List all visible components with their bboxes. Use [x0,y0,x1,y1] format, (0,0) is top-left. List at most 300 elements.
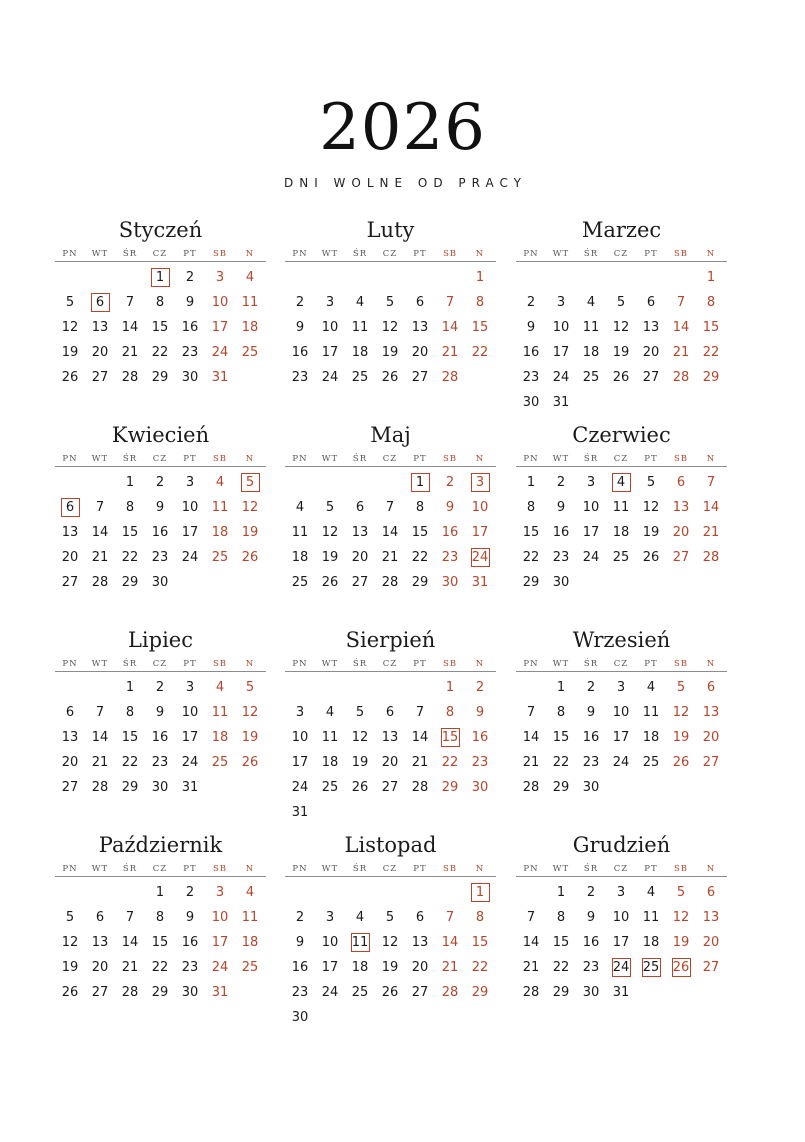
day: 17 [471,525,489,540]
day: 1 [125,680,135,695]
day: 18 [612,525,630,540]
day: 16 [291,345,309,360]
day: 30 [522,395,540,410]
day: 20 [61,550,79,565]
day: 6 [706,885,716,900]
day: 21 [381,550,399,565]
day: 29 [441,780,459,795]
day: 4 [245,885,255,900]
header-rule [55,466,266,467]
day: 9 [185,910,195,925]
day: 6 [646,295,656,310]
day: 15 [151,320,169,335]
day: 9 [526,320,536,335]
month-6 [55,624,266,800]
day: 22 [552,960,570,975]
days-grid [516,880,727,1005]
day: 18 [351,345,369,360]
weekday-label: N [475,249,485,259]
day: 20 [702,730,720,745]
weekday-label: PT [644,249,658,259]
day: 20 [91,960,109,975]
month-7 [285,624,496,825]
day: 5 [385,910,395,925]
day: 5 [65,295,75,310]
day: 7 [445,295,455,310]
weekday-header [55,658,266,670]
weekday-label: WT [91,249,109,259]
day: 25 [291,575,309,590]
weekday-label: WT [552,249,570,259]
weekday-label: SB [442,249,458,259]
day: 13 [672,500,690,515]
days-grid [55,675,266,800]
empty-cell [285,470,315,495]
weekday-label: PT [644,864,658,874]
day: 11 [211,500,229,515]
header-rule [516,466,727,467]
weekday-label: CZ [382,249,398,259]
holiday-day: 6 [85,290,115,315]
weekday-label: ŚR [122,454,138,464]
weekday-label: PN [62,864,78,874]
empty-cell [405,880,435,905]
day: 14 [522,935,540,950]
weekday-label: N [245,659,255,669]
header-rule [516,876,727,877]
day: 21 [522,960,540,975]
weekday-label: PT [183,454,197,464]
day: 12 [241,500,259,515]
day: 12 [61,935,79,950]
day: 8 [155,910,165,925]
day: 25 [241,960,259,975]
day: 12 [61,320,79,335]
day: 27 [702,960,720,975]
day: 1 [706,270,716,285]
day: 24 [181,755,199,770]
weekday-label: PN [292,659,308,669]
weekday-label: ŚR [352,249,368,259]
day: 27 [61,575,79,590]
day: 22 [411,550,429,565]
day: 25 [582,370,600,385]
day: 13 [91,320,109,335]
weekday-label: ŚR [352,454,368,464]
day: 15 [522,525,540,540]
day: 5 [676,680,686,695]
day: 28 [522,985,540,1000]
day: 5 [65,910,75,925]
day: 28 [91,780,109,795]
day: 23 [471,755,489,770]
empty-cell [606,265,636,290]
days-grid [285,675,496,825]
weekday-label: N [706,659,716,669]
day: 10 [211,295,229,310]
month-name: Październik [98,833,223,857]
month-9 [55,829,266,1005]
holiday-day: 26 [666,955,696,980]
weekday-label: CZ [382,659,398,669]
weekday-label: PN [523,454,539,464]
day: 7 [676,295,686,310]
day: 8 [475,910,485,925]
day: 26 [642,550,660,565]
day: 12 [241,705,259,720]
day: 22 [471,345,489,360]
day: 10 [582,500,600,515]
weekday-label: CZ [613,659,629,669]
day: 9 [586,705,596,720]
empty-cell [375,880,405,905]
month-name: Grudzień [572,833,671,857]
day: 10 [612,910,630,925]
empty-cell [345,470,375,495]
header-rule [285,671,496,672]
weekday-label: SB [442,864,458,874]
weekday-label: N [706,864,716,874]
day: 4 [646,680,656,695]
empty-cell [636,265,666,290]
empty-cell [666,265,696,290]
day: 7 [526,910,536,925]
day: 14 [91,730,109,745]
day: 28 [441,985,459,1000]
day: 2 [155,680,165,695]
day: 30 [151,575,169,590]
day: 7 [526,705,536,720]
weekday-label: PT [413,659,427,669]
month-5 [516,419,727,595]
day: 10 [211,910,229,925]
day: 4 [215,475,225,490]
day: 5 [646,475,656,490]
empty-cell [435,265,465,290]
day: 20 [351,550,369,565]
day: 4 [245,270,255,285]
day: 9 [295,935,305,950]
day: 2 [475,680,485,695]
day: 19 [642,525,660,540]
day: 10 [181,500,199,515]
day: 17 [211,320,229,335]
year-title: 2026 [319,91,486,165]
day: 21 [441,960,459,975]
day: 21 [441,345,459,360]
weekday-label: CZ [382,864,398,874]
day: 27 [642,370,660,385]
days-grid [285,470,496,595]
day: 27 [702,755,720,770]
weekday-label: PT [183,659,197,669]
day: 3 [556,295,566,310]
weekday-label: N [245,249,255,259]
day: 6 [415,295,425,310]
day: 11 [642,910,660,925]
day: 28 [91,575,109,590]
day: 29 [121,575,139,590]
weekday-label: PN [292,864,308,874]
day: 11 [612,500,630,515]
empty-cell [315,880,345,905]
day: 13 [642,320,660,335]
day: 16 [441,525,459,540]
weekday-label: PN [523,659,539,669]
day: 19 [612,345,630,360]
day: 6 [415,910,425,925]
day: 12 [321,525,339,540]
month-1 [285,214,496,390]
day: 18 [291,550,309,565]
day: 24 [291,780,309,795]
day: 15 [702,320,720,335]
day: 7 [706,475,716,490]
day: 16 [522,345,540,360]
day: 25 [211,550,229,565]
header-rule [285,876,496,877]
day: 13 [381,730,399,745]
day: 23 [441,550,459,565]
day: 23 [291,370,309,385]
weekday-label: SB [212,864,228,874]
day: 21 [91,550,109,565]
day: 26 [241,755,259,770]
empty-cell [375,470,405,495]
holiday-day: 4 [606,470,636,495]
day: 27 [351,575,369,590]
month-name: Kwiecień [111,423,210,447]
day: 28 [702,550,720,565]
empty-cell [55,265,85,290]
day: 29 [151,985,169,1000]
day: 24 [321,370,339,385]
day: 11 [241,910,259,925]
empty-cell [115,265,145,290]
day: 30 [441,575,459,590]
day: 21 [522,755,540,770]
weekday-header [285,863,496,875]
day: 22 [151,345,169,360]
day: 28 [441,370,459,385]
day: 26 [381,370,399,385]
day: 28 [411,780,429,795]
day: 10 [612,705,630,720]
day: 9 [155,500,165,515]
day: 21 [121,960,139,975]
day: 17 [321,345,339,360]
weekday-label: ŚR [583,864,599,874]
month-11 [516,829,727,1005]
day: 8 [125,500,135,515]
day: 13 [91,935,109,950]
day: 7 [95,500,105,515]
day: 27 [91,985,109,1000]
day: 28 [381,575,399,590]
day: 16 [181,935,199,950]
header-rule [55,876,266,877]
day: 23 [151,550,169,565]
day: 23 [181,960,199,975]
weekday-label: SB [212,454,228,464]
weekday-label: N [706,249,716,259]
day: 25 [612,550,630,565]
day: 7 [125,910,135,925]
weekday-label: PN [523,864,539,874]
day: 1 [475,270,485,285]
day: 16 [552,525,570,540]
day: 10 [471,500,489,515]
day: 3 [295,705,305,720]
day: 11 [321,730,339,745]
holiday-day: 25 [636,955,666,980]
weekday-header [285,658,496,670]
day: 12 [612,320,630,335]
day: 2 [185,885,195,900]
day: 19 [381,345,399,360]
day: 17 [552,345,570,360]
day: 22 [702,345,720,360]
weekday-label: WT [321,454,339,464]
holiday-day: 1 [145,265,175,290]
day: 15 [121,730,139,745]
month-10 [285,829,496,1030]
day: 2 [526,295,536,310]
day: 25 [351,370,369,385]
days-grid [516,675,727,800]
day: 21 [91,755,109,770]
day: 13 [351,525,369,540]
day: 23 [582,755,600,770]
day: 13 [702,910,720,925]
day: 31 [612,985,630,1000]
weekday-label: CZ [152,659,168,669]
empty-cell [85,675,115,700]
weekday-label: CZ [613,864,629,874]
day: 13 [61,525,79,540]
empty-cell [285,265,315,290]
weekday-label: PT [413,454,427,464]
day: 3 [215,885,225,900]
day: 1 [556,885,566,900]
day: 8 [526,500,536,515]
empty-cell [285,880,315,905]
day: 29 [552,985,570,1000]
day: 13 [702,705,720,720]
weekday-label: ŚR [352,659,368,669]
day: 17 [612,730,630,745]
day: 26 [672,755,690,770]
weekday-label: PN [62,659,78,669]
day: 2 [295,910,305,925]
day: 2 [185,270,195,285]
day: 26 [381,985,399,1000]
month-name: Listopad [344,833,437,857]
day: 19 [241,730,259,745]
weekday-label: N [475,659,485,669]
holiday-day: 3 [465,470,495,495]
day: 10 [552,320,570,335]
day: 18 [241,320,259,335]
day: 12 [351,730,369,745]
empty-cell [345,880,375,905]
day: 30 [552,575,570,590]
weekday-label: ŚR [122,659,138,669]
day: 10 [181,705,199,720]
empty-cell [435,880,465,905]
header-rule [285,466,496,467]
day: 15 [121,525,139,540]
day: 9 [556,500,566,515]
day: 17 [211,935,229,950]
weekday-label: PT [644,659,658,669]
day: 30 [582,985,600,1000]
empty-cell [55,675,85,700]
day: 22 [471,960,489,975]
day: 27 [91,370,109,385]
days-grid [55,880,266,1005]
empty-cell [85,470,115,495]
day: 8 [475,295,485,310]
weekday-label: CZ [382,454,398,464]
day: 18 [642,730,660,745]
day: 8 [556,910,566,925]
day: 4 [355,910,365,925]
day: 6 [676,475,686,490]
day: 19 [61,960,79,975]
empty-cell [576,265,606,290]
day: 9 [445,500,455,515]
day: 9 [185,295,195,310]
day: 8 [415,500,425,515]
empty-cell [375,675,405,700]
weekday-header [285,248,496,260]
month-name: Marzec [581,218,662,242]
empty-cell [285,675,315,700]
day: 8 [125,705,135,720]
weekday-label: WT [552,864,570,874]
empty-cell [516,880,546,905]
day: 11 [211,705,229,720]
day: 8 [445,705,455,720]
day: 30 [582,780,600,795]
day: 20 [642,345,660,360]
header-rule [55,261,266,262]
day: 26 [241,550,259,565]
day: 7 [415,705,425,720]
day: 17 [181,525,199,540]
day: 5 [325,500,335,515]
day: 1 [445,680,455,695]
weekday-label: PN [292,249,308,259]
day: 27 [672,550,690,565]
header-rule [516,261,727,262]
day: 14 [381,525,399,540]
day: 13 [411,935,429,950]
day: 18 [321,755,339,770]
weekday-label: SB [442,454,458,464]
day: 9 [295,320,305,335]
weekday-label: WT [552,454,570,464]
header-rule [516,671,727,672]
day: 5 [385,295,395,310]
day: 10 [291,730,309,745]
day: 11 [241,295,259,310]
day: 30 [291,1010,309,1025]
day: 17 [321,960,339,975]
day: 3 [215,270,225,285]
day: 21 [702,525,720,540]
